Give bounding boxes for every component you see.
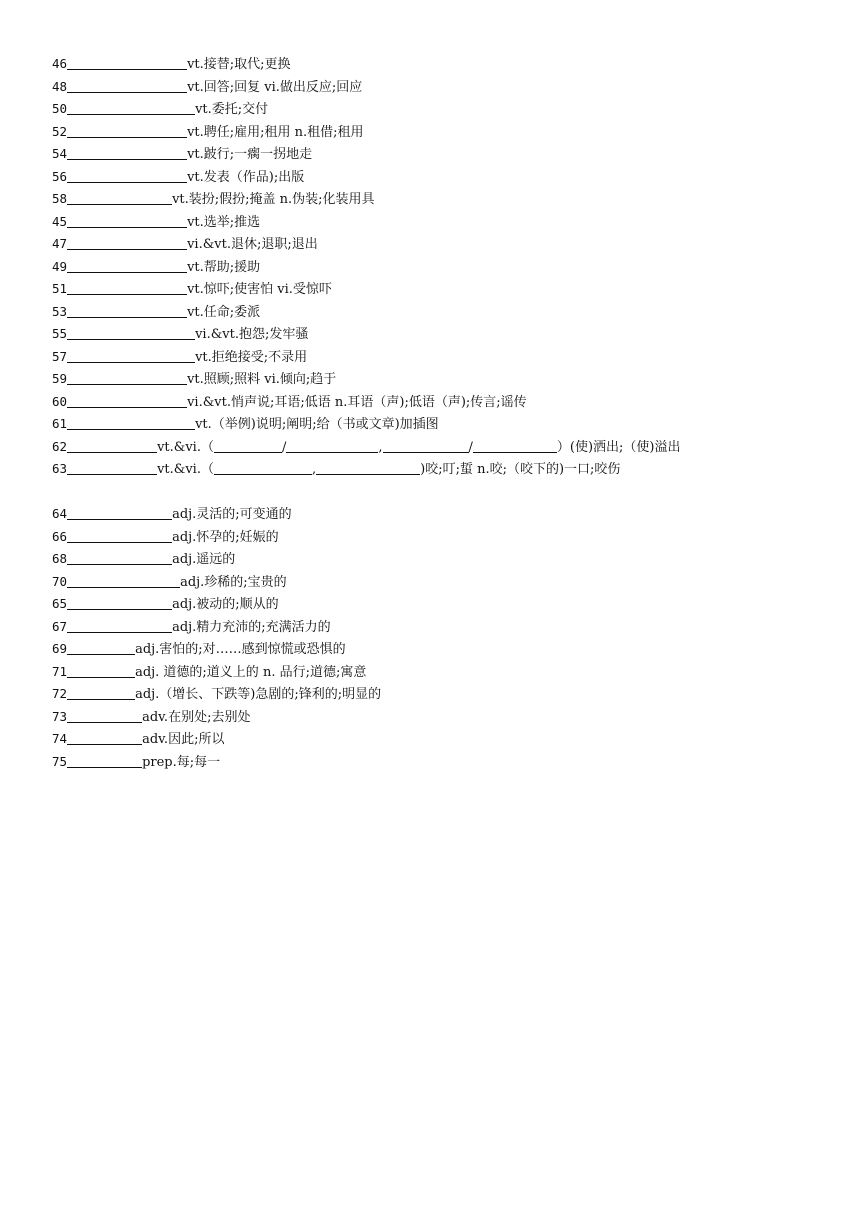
separator: , — [311, 462, 317, 477]
answer-blank[interactable] — [383, 438, 469, 453]
answer-blank[interactable] — [67, 730, 142, 745]
list-item — [52, 616, 842, 639]
answer-blank[interactable] — [67, 460, 157, 475]
spacer — [52, 481, 842, 504]
item-number: 45 — [52, 213, 68, 229]
answer-blank[interactable] — [67, 640, 135, 655]
answer-blank[interactable] — [473, 438, 557, 453]
list-item — [52, 548, 842, 571]
list-item — [52, 256, 842, 279]
list-item — [52, 638, 842, 661]
list-item — [52, 458, 842, 481]
item-number: 58 — [52, 191, 68, 206]
list-item — [52, 211, 842, 234]
list-item — [52, 301, 842, 324]
definition: adj.遥远的 — [172, 552, 236, 567]
definition: vi.&vt.悄声说;耳语;低语 n.耳语（声);低语（声);传言;谣传 — [187, 394, 527, 410]
definition: vt.照顾;照料 vi.倾向;趋于 — [187, 372, 337, 387]
answer-blank[interactable] — [67, 438, 157, 453]
answer-blank[interactable] — [67, 325, 195, 340]
answer-blank[interactable] — [67, 168, 187, 183]
item-number: 46 — [52, 56, 68, 71]
answer-blank[interactable] — [67, 550, 172, 565]
item-number: 49 — [52, 258, 68, 274]
item-number: 59 — [52, 371, 68, 386]
item-number: 73 — [52, 708, 68, 724]
item-number: 52 — [52, 123, 68, 139]
item-number: 68 — [52, 551, 68, 566]
definition: vt.聘任;雇用;租用 n.租借;租用 — [187, 124, 364, 140]
answer-blank[interactable] — [67, 123, 187, 138]
item-number: 71 — [52, 663, 68, 679]
list-item — [52, 278, 842, 301]
item-number: 53 — [52, 303, 68, 319]
item-number: 55 — [52, 326, 68, 341]
definition: vi.&vt.退休;退职;退出 — [187, 237, 318, 252]
definition: adv.因此;所以 — [142, 732, 225, 747]
list-item — [52, 76, 842, 99]
worksheet — [52, 53, 842, 773]
definition: vt.装扮;假扮;掩盖 n.伪装;化装用具 — [172, 192, 375, 207]
list-item — [52, 188, 842, 211]
definition: adj.（增长、下跌等)急剧的;锋利的;明显的 — [135, 687, 382, 702]
list-item — [52, 368, 842, 391]
answer-blank[interactable] — [67, 618, 172, 633]
list-item — [52, 751, 842, 774]
definition-suffix: ）(使)洒出;（使)溢出 — [556, 439, 681, 455]
definition: adj. 道德的;道义上的 n. 品行;道德;寓意 — [135, 664, 367, 680]
answer-blank[interactable] — [67, 415, 195, 430]
definition: vt.帮助;援助 — [187, 259, 261, 275]
list-item — [52, 706, 842, 729]
definition: vt.委托;交付 — [195, 102, 269, 117]
definition: vt.回答;回复 vi.做出反应;回应 — [187, 79, 363, 95]
list-item — [52, 391, 842, 414]
answer-blank[interactable] — [316, 460, 420, 475]
definition-prefix: vt.&vi.（ — [157, 439, 214, 455]
answer-blank[interactable] — [67, 573, 180, 588]
definition: vt.任命;委派 — [187, 304, 261, 320]
answer-blank[interactable] — [67, 505, 172, 520]
separator: / — [468, 439, 473, 455]
list-item — [52, 728, 842, 751]
definition: adj.灵活的;可变通的 — [172, 507, 292, 522]
list-item — [52, 526, 842, 549]
definition: vt.接替;取代;更换 — [187, 57, 291, 72]
item-number: 64 — [52, 506, 68, 521]
answer-blank[interactable] — [67, 190, 172, 205]
item-number: 61 — [52, 416, 68, 431]
list-item — [52, 233, 842, 256]
answer-blank[interactable] — [67, 235, 187, 250]
list-item — [52, 413, 842, 436]
answer-blank[interactable] — [67, 708, 142, 723]
answer-blank[interactable] — [67, 145, 187, 160]
definition: vt.惊吓;使害怕 vi.受惊吓 — [187, 282, 332, 297]
item-number: 57 — [52, 348, 68, 364]
answer-blank[interactable] — [67, 258, 187, 273]
definition: prep.每;每一 — [142, 754, 221, 770]
item-number: 60 — [52, 393, 68, 409]
definition: vt.（举例)说明;阐明;给（书或文章)加插图 — [195, 417, 439, 432]
answer-blank[interactable] — [67, 753, 142, 768]
answer-blank[interactable] — [67, 303, 187, 318]
item-number: 65 — [52, 596, 68, 611]
answer-blank[interactable] — [67, 370, 187, 385]
item-number: 48 — [52, 78, 68, 94]
definition: adj.被动的;顺从的 — [172, 597, 279, 612]
answer-blank[interactable] — [67, 100, 195, 115]
definition: vi.&vt.抱怨;发牢骚 — [195, 327, 309, 342]
item-number: 74 — [52, 731, 68, 746]
item-number: 75 — [52, 753, 68, 769]
item-number: 70 — [52, 573, 68, 589]
list-item — [52, 593, 842, 616]
definition: vt.选举;推选 — [187, 214, 261, 230]
definition: adj.害怕的;对……感到惊慌或恐惧的 — [135, 642, 346, 657]
definition: vt.跛行;一瘸一拐地走 — [187, 147, 313, 162]
answer-blank[interactable] — [67, 213, 187, 228]
item-number: 66 — [52, 528, 68, 544]
item-number: 69 — [52, 641, 68, 656]
list-item — [52, 143, 842, 166]
definition: adj.怀孕的;妊娠的 — [172, 529, 279, 545]
separator: , — [378, 439, 383, 455]
answer-blank[interactable] — [67, 595, 172, 610]
definition-prefix: vt.&vi.（ — [157, 462, 214, 477]
item-number: 51 — [52, 281, 68, 296]
list-item — [52, 436, 842, 459]
answer-blank[interactable] — [67, 685, 135, 700]
answer-blank[interactable] — [286, 438, 378, 453]
list-item — [52, 166, 842, 189]
list-item — [52, 503, 842, 526]
item-number: 63 — [52, 461, 68, 476]
definition-suffix: )咬;叮;蜇 n.咬;（咬下的)一口;咬伤 — [420, 462, 621, 477]
answer-blank[interactable] — [67, 280, 187, 295]
answer-blank[interactable] — [67, 55, 187, 70]
list-item — [52, 346, 842, 369]
definition: vt.拒绝接受;不录用 — [195, 349, 308, 365]
list-item — [52, 683, 842, 706]
answer-blank[interactable] — [67, 348, 195, 363]
list-item — [52, 98, 842, 121]
definition: adv.在别处;去别处 — [142, 709, 251, 725]
item-number: 47 — [52, 236, 68, 251]
separator: / — [281, 439, 287, 455]
definition: adj.精力充沛的;充满活力的 — [172, 619, 331, 635]
list-item — [52, 323, 842, 346]
list-item — [52, 571, 842, 594]
definition: vt.发表（作品);出版 — [187, 169, 305, 185]
item-number: 62 — [52, 438, 68, 454]
answer-blank[interactable] — [214, 438, 282, 453]
item-number: 50 — [52, 101, 68, 116]
item-number: 67 — [52, 618, 68, 634]
list-item — [52, 121, 842, 144]
item-number: 54 — [52, 146, 68, 161]
item-number: 56 — [52, 168, 68, 184]
answer-blank[interactable] — [67, 393, 187, 408]
item-number: 72 — [52, 686, 68, 701]
definition: adj.珍稀的;宝贵的 — [180, 574, 287, 590]
answer-blank[interactable] — [67, 663, 135, 678]
answer-blank[interactable] — [67, 528, 172, 543]
list-item — [52, 661, 842, 684]
answer-blank[interactable] — [214, 460, 312, 475]
answer-blank[interactable] — [67, 78, 187, 93]
list-item — [52, 53, 842, 76]
